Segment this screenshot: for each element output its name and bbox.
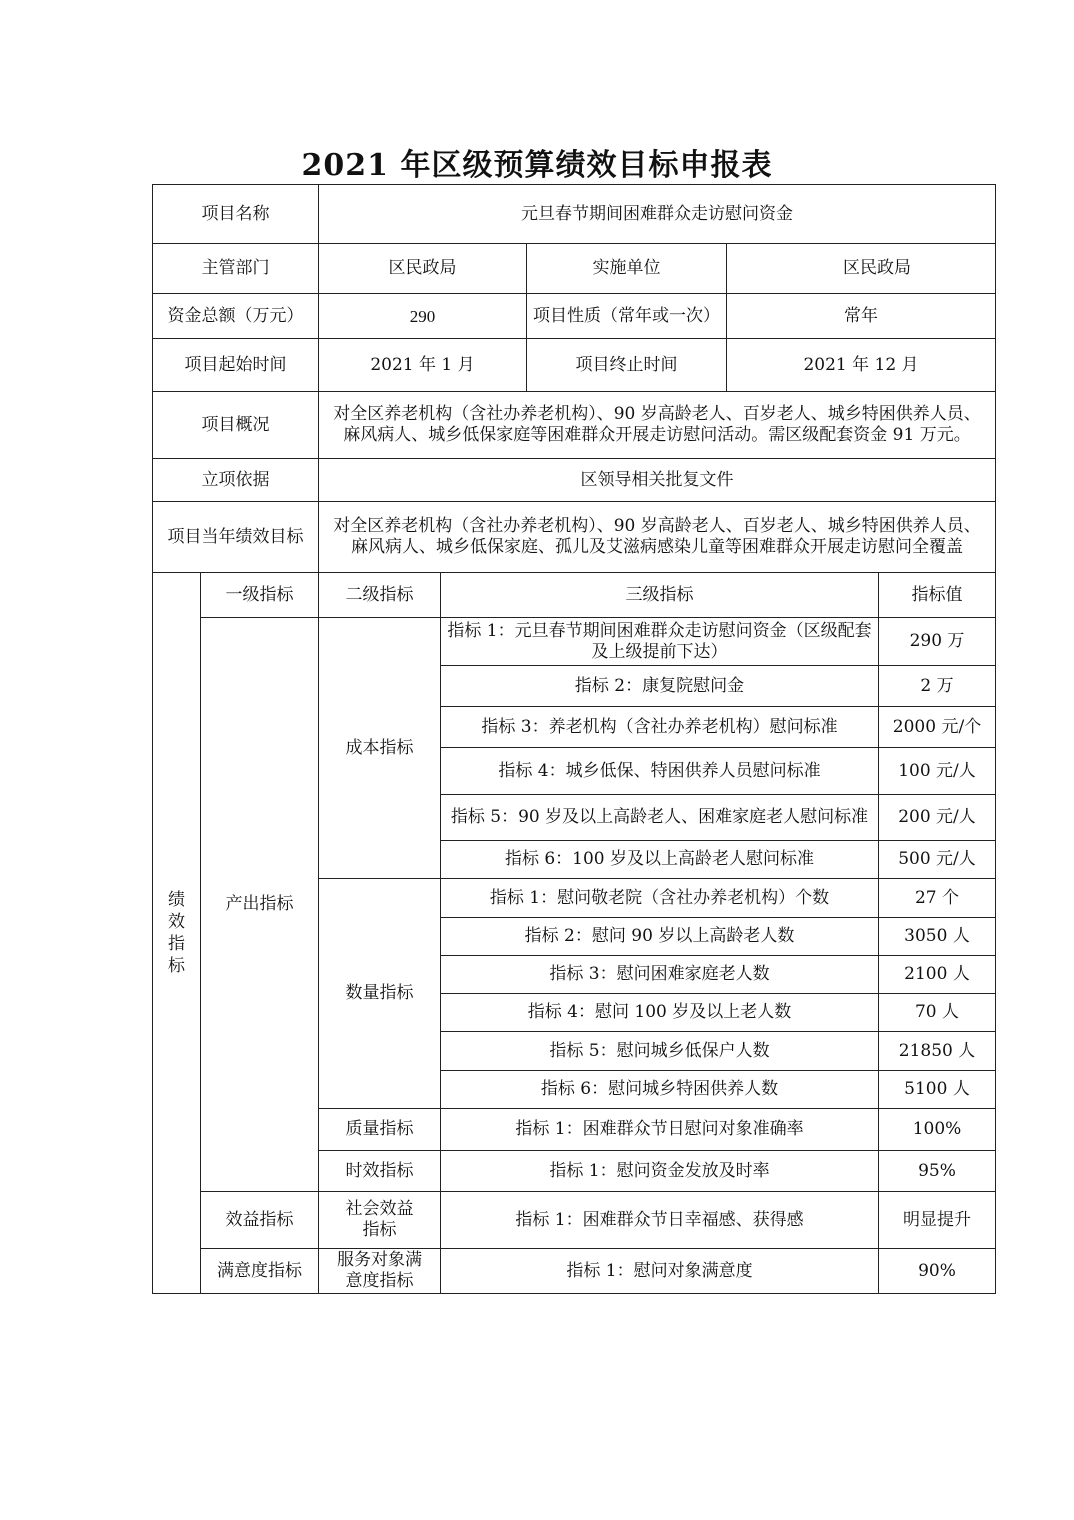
category-timeliness: 时效指标 [319, 1151, 441, 1192]
value-overview: 对全区养老机构（含社办养老机构）、90 岁高龄老人、百岁老人、城乡特困供养人员、麻风病人、城乡低保家庭等困难群众开展走访慰问活动。需区级配套资金 91 万元。 [319, 392, 996, 459]
category-service: 服务对象满意度指标 [319, 1249, 441, 1294]
performance-form-table [152, 184, 996, 1294]
indicator-value: 21850 人 [879, 1032, 996, 1071]
label-impl-unit: 实施单位 [527, 244, 727, 294]
indicator-value: 100 元/人 [879, 748, 996, 795]
indicator-name: 指标 1：困难群众节日慰问对象准确率 [441, 1109, 879, 1151]
header-level1: 一级指标 [201, 573, 319, 618]
category-output: 产出指标 [201, 618, 319, 1192]
indicator-name: 指标 5：慰问城乡低保户人数 [441, 1032, 879, 1071]
row-funds [153, 294, 996, 339]
indicator-name: 指标 1：慰问对象满意度 [441, 1249, 879, 1294]
table-row [153, 1192, 996, 1249]
label-total-funds: 资金总额（万元） [153, 294, 319, 339]
category-benefit: 效益指标 [201, 1192, 319, 1249]
indicator-value: 200 元/人 [879, 795, 996, 841]
row-overview [153, 392, 996, 459]
indicator-value: 290 万 [879, 618, 996, 666]
category-cost: 成本指标 [319, 618, 441, 879]
indicator-value: 100% [879, 1109, 996, 1151]
category-satisfaction: 满意度指标 [201, 1249, 319, 1294]
row-annual-goal [153, 502, 996, 573]
label-overview: 项目概况 [153, 392, 319, 459]
label-start-time: 项目起始时间 [153, 339, 319, 392]
indicator-value: 2000 元/个 [879, 707, 996, 748]
row-time [153, 339, 996, 392]
indicator-value: 5100 人 [879, 1071, 996, 1109]
label-project-name: 项目名称 [153, 185, 319, 244]
row-basis [153, 459, 996, 502]
indicator-name: 指标 4：城乡低保、特困供养人员慰问标准 [441, 748, 879, 795]
table-row [153, 618, 996, 666]
indicator-value: 95% [879, 1151, 996, 1192]
header-level3: 三级指标 [441, 573, 879, 618]
indicator-value: 27 个 [879, 879, 996, 918]
label-nature: 项目性质（常年或一次） [527, 294, 727, 339]
indicator-name: 指标 2：慰问 90 岁以上高龄老人数 [441, 918, 879, 956]
value-annual-goal: 对全区养老机构（含社办养老机构）、90 岁高龄老人、百岁老人、城乡特困供养人员、麻风病人、城乡低保家庭、孤儿及艾滋病感染儿童等困难群众开展走访慰问全覆盖 [319, 502, 996, 573]
label-performance: 绩效指标 [153, 573, 201, 1294]
category-quantity: 数量指标 [319, 879, 441, 1109]
indicator-value: 90% [879, 1249, 996, 1294]
value-total-funds: 290 [319, 294, 527, 339]
row-dept [153, 244, 996, 294]
header-level2: 二级指标 [319, 573, 441, 618]
indicator-name: 指标 3：养老机构（含社办养老机构）慰问标准 [441, 707, 879, 748]
indicator-name: 指标 6：慰问城乡特困供养人数 [441, 1071, 879, 1109]
value-nature: 常年 [727, 294, 996, 339]
indicator-value: 2100 人 [879, 956, 996, 994]
value-end-time: 2021 年 12 月 [727, 339, 996, 392]
indicator-name: 指标 6：100 岁及以上高龄老人慰问标准 [441, 841, 879, 879]
value-dept: 区民政局 [319, 244, 527, 294]
value-basis: 区领导相关批复文件 [319, 459, 996, 502]
indicator-name: 指标 4：慰问 100 岁及以上老人数 [441, 994, 879, 1032]
indicator-name: 指标 1：困难群众节日幸福感、获得感 [441, 1192, 879, 1249]
row-project-name [153, 185, 996, 244]
indicator-name: 指标 5：90 岁及以上高龄老人、困难家庭老人慰问标准 [441, 795, 879, 841]
indicator-name: 指标 1：慰问资金发放及时率 [441, 1151, 879, 1192]
category-social: 社会效益指标 [319, 1192, 441, 1249]
indicator-name: 指标 2：康复院慰问金 [441, 666, 879, 707]
label-annual-goal: 项目当年绩效目标 [153, 502, 319, 573]
value-project-name: 元旦春节期间困难群众走访慰问资金 [319, 185, 996, 244]
table-row [153, 1249, 996, 1294]
value-start-time: 2021 年 1 月 [319, 339, 527, 392]
label-dept: 主管部门 [153, 244, 319, 294]
indicator-name: 指标 3：慰问困难家庭老人数 [441, 956, 879, 994]
header-value: 指标值 [879, 573, 996, 618]
indicator-name: 指标 1：慰问敬老院（含社办养老机构）个数 [441, 879, 879, 918]
value-impl-unit: 区民政局 [727, 244, 996, 294]
indicator-value: 明显提升 [879, 1192, 996, 1249]
indicator-value: 2 万 [879, 666, 996, 707]
label-end-time: 项目终止时间 [527, 339, 727, 392]
indicator-value: 500 元/人 [879, 841, 996, 879]
category-quality: 质量指标 [319, 1109, 441, 1151]
indicator-value: 3050 人 [879, 918, 996, 956]
indicator-value: 70 人 [879, 994, 996, 1032]
page-title: 2021 年区级预算绩效目标申报表 [301, 148, 773, 183]
row-header [153, 573, 996, 618]
label-basis: 立项依据 [153, 459, 319, 502]
indicator-name: 指标 1：元旦春节期间困难群众走访慰问资金（区级配套及上级提前下达） [441, 618, 879, 666]
